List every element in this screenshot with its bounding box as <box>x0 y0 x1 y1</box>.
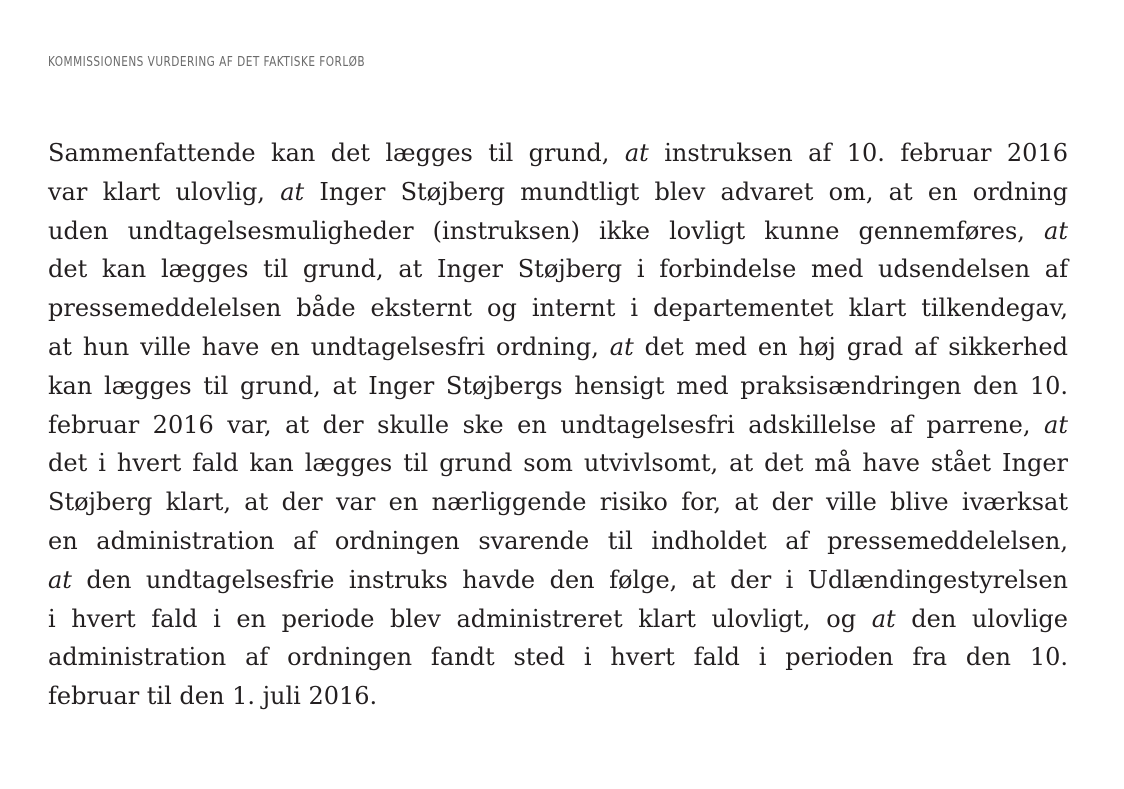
text-run: Støjberg klart, at der var en nærliggende risiko for, at der ville blive iværksat <box>48 488 1068 517</box>
body-paragraph <box>48 134 1068 716</box>
text-run: administration af ordningen fandt sted i hvert fald i perioden fra den 10. <box>48 643 1068 672</box>
paragraph-line <box>48 522 1068 561</box>
italic-text: at <box>624 139 649 167</box>
italic-text: at <box>280 177 305 206</box>
paragraph-line <box>48 444 1068 483</box>
text-run: den undtagelsesfrie instruks havde den følge, at der i Udlændingestyrelsen <box>71 565 1068 594</box>
paragraph-line <box>48 406 1068 445</box>
text-run: det med en høj grad af sikkerhed <box>633 332 1068 361</box>
italic-text: at <box>1044 410 1068 439</box>
paragraph-line <box>48 561 1068 600</box>
italic-text: at <box>1044 216 1068 245</box>
text-run: Sammenfattende kan det lægges til grund, <box>48 139 625 167</box>
paragraph-line <box>48 328 1068 367</box>
text-run: en administration af ordningen svarende til indholdet af pressemeddelelsen, <box>48 526 1068 555</box>
italic-text: at <box>48 565 72 594</box>
text-run: kan lægges til grund, at Inger Støjbergs hensigt med praksisændringen den 10. <box>48 371 1068 400</box>
paragraph-line <box>48 600 1068 639</box>
paragraph-line <box>48 367 1068 406</box>
running-header: KOMMISSIONENS VURDERING AF DET FAKTISKE FORLØB <box>48 54 366 70</box>
text-run: den ulovlige <box>895 604 1068 633</box>
paragraph-line <box>48 134 1068 173</box>
text-run: uden undtagelsesmuligheder (instruksen) ikke lovligt kunne gennemføres, <box>48 216 1045 245</box>
text-run: februar 2016 var, at der skulle ske en undtagelsesfri adskillelse af parrene, <box>48 410 1045 439</box>
text-run: det i hvert fald kan lægges til grund som utvivlsomt, at det må have stået Inger <box>48 449 1068 478</box>
paragraph-line <box>48 638 1068 677</box>
paragraph-line <box>48 212 1068 251</box>
paragraph-line <box>48 483 1068 522</box>
italic-text: at <box>871 604 896 633</box>
paragraph-line <box>48 250 1068 289</box>
paragraph-line <box>48 289 1068 328</box>
text-run: det kan lægges til grund, at Inger Støjberg i forbindelse med udsendelsen af <box>48 255 1068 284</box>
text-run: i hvert fald i en periode blev administreret klart ulovligt, og <box>48 604 872 633</box>
text-run: var klart ulovlig, <box>48 177 281 206</box>
text-run: pressemeddelelsen både eksternt og internt i departementet klart tilkendegav, <box>48 294 1068 323</box>
text-run: instruksen af 10. februar 2016 <box>648 139 1068 167</box>
text-run: Inger Støjberg mundtligt blev advaret om, at en ordning <box>304 177 1069 206</box>
paragraph-line <box>48 173 1068 212</box>
text-run: februar til den 1. juli 2016. <box>48 682 378 711</box>
italic-text: at <box>609 332 634 361</box>
text-run: at hun ville have en undtagelsesfri ordning, <box>48 332 610 361</box>
paragraph-line <box>48 677 1068 716</box>
